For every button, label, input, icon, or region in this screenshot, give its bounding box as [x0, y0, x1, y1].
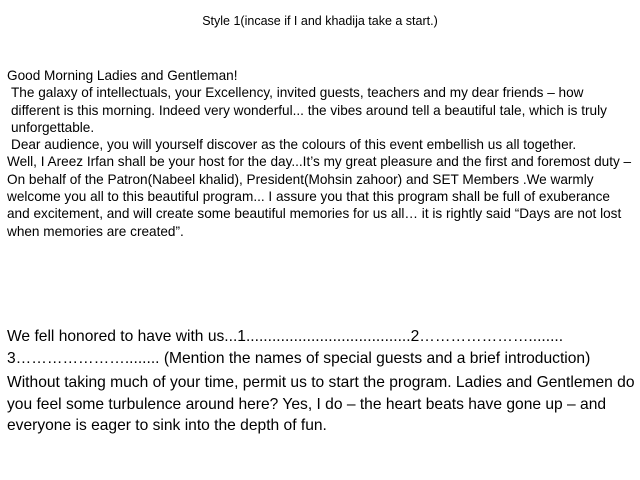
- slide-title: Style 1(incase if I and khadija take a start.): [202, 14, 438, 28]
- guests-paragraph: We fell honored to have with us...1......................................2…………………........ 3…………………........ (Mention the names of special guests and a brief introduction): [7, 328, 591, 367]
- speech-body: [7, 67, 633, 240]
- audience-paragraph: Dear audience, you will yourself discover as the colours of this event embellish us all together.: [11, 137, 577, 153]
- host-paragraph: Well, I Areez Irfan shall be your host for the day...It’s my great pleasure and the first and foremost duty – On behalf of the Patron(Nabeel khalid), President(Mohsin zahoor) and SET Members .We warmly welcome you all to this beautiful program... I assure you that this program shall be full of exuberance and excitement, and will create some beautiful memories for us all… it is rightly said “Days are not lost when memories are created”.: [7, 154, 632, 239]
- start-program-paragraph: Without taking much of your time, permit us to start the program. Ladies and Gentlemen do you feel some turbulence around here? Yes, I do – the heart beats have gone up – and everyone is eager to sink into the depth of fun.: [7, 374, 635, 434]
- intellectuals-paragraph: The galaxy of intellectuals, your Excellency, invited guests, teachers and my dear friends – how different is this morning. Indeed very wonderful... the vibes around tell a beautiful tale, which is truly unforgettable.: [11, 85, 607, 135]
- speech-body-large: [7, 326, 635, 437]
- greeting-paragraph: Good Morning Ladies and Gentleman!: [7, 68, 238, 83]
